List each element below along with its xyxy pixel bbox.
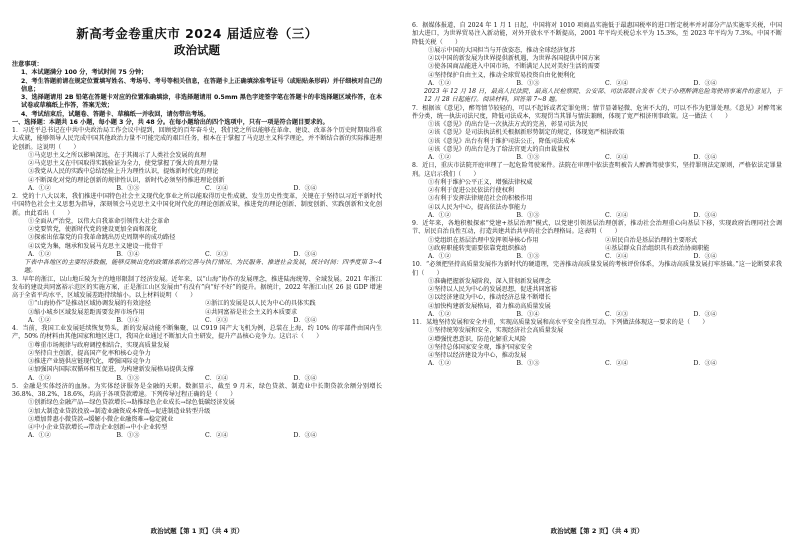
question-6 — [412, 22, 782, 88]
question-stem: 1．习近平总书记在中共中央政治局工作会议中提到，回顾党的百年奋斗史，我们党之所以能够在革命、建设、改革各个历史时期取得重大成就，能够领导人民完成中国其他政治力量不可能完成的艰巨任务，根本在于掌握了马克思主义科学理论，并不断结合新的实际推进理论创新。这说明（ ） — [12, 127, 382, 151]
notice-item: 4、考试结束后，试题卷、答题卡、草稿纸一并收回，请勿带出考场。 — [21, 110, 210, 118]
answer-choices — [412, 154, 782, 162]
question-stem: 2．党的十八大以来，我们推进中国特色社会主义现代化事业之所以能取得历史性成就、发生历史性变革，关键在于坚持以习近平新时代中国特色社会主义思想为指导，深刻领会马克思主义中国化时代化的理论创新成果，推进党的理论创新、制度创新、实践创新和文化创新。由此看出（ ） — [12, 193, 382, 217]
choice-d: D．③④ — [693, 253, 717, 260]
option-row — [412, 237, 782, 245]
notice-heading: 注意事项： — [12, 61, 43, 68]
question-4 — [12, 325, 382, 383]
choice-c: C．②③ — [205, 250, 229, 258]
question-7 — [412, 88, 782, 162]
question-option: ③使各国商品能进入中国市场，不断满足人民对美好生活的需要 — [428, 63, 600, 71]
choice-d: D．③④ — [693, 79, 717, 87]
option-row — [12, 309, 382, 317]
choice-c: C．②④ — [205, 432, 229, 440]
choice-d: D．③④ — [293, 316, 317, 324]
choice-a: A．①② — [28, 184, 51, 192]
choice-b: B．①④ — [116, 316, 140, 324]
option-row — [12, 300, 382, 308]
choice-b: B．①③ — [116, 184, 140, 192]
choice-a: A．①② — [428, 211, 451, 219]
answer-choices — [412, 311, 782, 319]
answer-choices — [12, 432, 382, 440]
question-5 — [12, 383, 382, 441]
question-2 — [12, 193, 382, 259]
question-option: ①准确把握新发展阶段，深入贯彻新发展理念 — [428, 277, 551, 285]
exam-subject: 政治试题 — [174, 43, 220, 57]
choice-a: A．①② — [28, 432, 51, 440]
notice-item: 3、选择题请用 2B 铅笔在答题卡对应的位置准确填涂，非选择题请用 0.5mm 黑色字迹签字笔在答题卡的非选择题区域作答，在本试卷或草稿纸上作答，答案无效； — [21, 94, 382, 110]
question-option: ②增强忧患意识，防范化解重大风险 — [428, 335, 527, 343]
choice-c: C．②④ — [205, 374, 229, 382]
question-option: ①尊重市场规律与政府调控相结合，实现高质量发展 — [28, 341, 170, 349]
question-11 — [412, 319, 782, 369]
question-option: ④加强国内国际双循环相互促进，为构建新发展格局提供支撑 — [28, 366, 194, 374]
choice-c: C．②③ — [605, 310, 629, 318]
choice-c: C．②③ — [205, 316, 229, 324]
choice-b: B．①③ — [516, 79, 540, 87]
choice-b: B．①③ — [116, 432, 140, 440]
question-option: ①有利于维护公平正义，增强法律权威 — [428, 178, 533, 186]
choice-a: A．①② — [28, 250, 51, 258]
question-option: ④坚持保护自由主义，推动全球贸易投资自由化便利化 — [428, 71, 576, 79]
choice-d: D．③④ — [693, 211, 717, 219]
question-option: ③探索出依靠党的自我革命跳出历史周期率的成功路径 — [28, 234, 176, 242]
choice-b: B．①③ — [516, 360, 540, 368]
notice-block — [12, 61, 382, 119]
question-option: ②浙江的发展是以人民为中心的具体实践 — [205, 300, 316, 308]
question-option: ②有利于促进公民依法行使权利 — [428, 187, 514, 194]
choice-d: D．③④ — [693, 310, 717, 318]
question-option: ①党组织在基层治理中发挥领导核心作用 — [428, 236, 539, 244]
answer-choices — [412, 212, 782, 220]
choice-b: B．①③ — [516, 211, 540, 219]
choice-b: B．①④ — [516, 310, 540, 318]
reading-material: 2023 年 12 月 18 日，最高人民法院、最高人民检察院、公安部、司法部联合发布《关于办理醉酒危险驾驶刑事案件的意见》，于 12 月 28 日起施行。阅读材料，回答第 7~8 题。 — [424, 88, 782, 104]
notice-item: 1、本试题满分 100 分，考试时间 75 分钟； — [21, 69, 148, 77]
choice-d: D．③④ — [293, 250, 317, 258]
page-footer-right: 政治试题【第 2 页】（共 4 页） — [550, 527, 644, 535]
reading-material: 下表中各地区的主要经济数据，能够反映出党的政策体系的完善与执行情况、为民服务、推进社会发展，统计时间：四季度第 3~4 题。 — [24, 259, 382, 275]
question-stem: 11．某地坚持发展和安全并重，实现高质量发展和高水平安全良性互动。下列做法体现这一要求的是（ ） — [412, 319, 709, 326]
question-stem: 8．近日，重庆市法院开庭审理了一起危险驾驶案件。法院在审理中依法查明被告人醉酒驾驶事实，坚持罪刑法定原则，严格依法定罪量刑。这启示我们（ ） — [412, 162, 782, 178]
choice-b: B．①③ — [116, 374, 140, 382]
left-column — [12, 22, 382, 441]
question-option: ③缩小城乡区域发展差距需要发挥市场作用 — [28, 308, 145, 316]
answer-choices — [412, 80, 782, 88]
question-option: ②该《意见》是司法执法机关根据新形势制定的规定，体现宽严相济政策 — [428, 129, 625, 137]
choice-c: C．②④ — [605, 154, 629, 161]
answer-choices — [12, 185, 382, 193]
question-option: ④基层群众自治组织具有政治协商职能 — [605, 244, 710, 252]
question-option: ④坚持以经济建设为中心，推动发展 — [428, 352, 527, 359]
question-stem: 3．早年的浙江，以山地丘陵为主的地形限制了经济发展。近年来，以“山海”协作的发展理念，推进陆海统筹、全域发展。2021 年浙江发布的建设共同富裕示范区的实施方案，正是浙江山区发展由“有没有”向“好不好”的提升。据统计，2022 年浙江山区 26 县 GDP 增速高于全省平均水平，区域发展差距持续缩小。以上材料说明（ ） — [12, 275, 382, 299]
question-option: ①全面从严治党，以伟大自我革命引领伟大社会革命 — [28, 217, 170, 225]
question-option: ④该《意见》的出台是为了给法官更大的自由裁量权 — [428, 145, 570, 153]
choice-d: D．③④ — [693, 154, 717, 161]
choice-b: B．①③ — [516, 253, 540, 260]
choice-c: C．②④ — [605, 253, 629, 260]
choice-a: A．①② — [28, 316, 51, 324]
choice-c: C．②④ — [205, 184, 229, 192]
question-option: ①坚持统筹发展和安全，实现经济社会高质量发展 — [428, 327, 564, 335]
question-option: ②坚持以人民为中心的发展思想，促进共同富裕 — [428, 286, 557, 293]
question-8 — [412, 162, 782, 220]
choice-c: C．②④ — [605, 360, 629, 368]
choice-b: B．①④ — [116, 250, 140, 258]
question-option: ③坚持总体国家安全观，维护国家安全 — [428, 343, 533, 351]
option-row — [412, 245, 782, 253]
choice-b: B．①③ — [516, 154, 540, 161]
question-option: ③政府职能转变需要依靠党组织推动 — [428, 244, 527, 252]
answer-choices — [12, 317, 382, 325]
question-option: ②坚持自主创新，提高国产化率和核心竞争力 — [28, 349, 151, 357]
question-option: ④加快构建新发展格局，着力推动高质量发展 — [428, 302, 551, 310]
question-option: ①马克思主义之所以影响深远，在于其揭示了人类社会发展的真理 — [28, 151, 207, 159]
question-stem: 5．金融是实体经济的血脉。为实体经济服务是金融的天职。数据显示，截至 9 月末，绿色贷款、制造业中长期贷款余额分别增长 36.8%、38.2%、18.6%，均高于各项贷款增速。下列传导过程正确的是（ ） — [12, 382, 382, 398]
right-column — [412, 22, 782, 369]
question-option: ③增加普惠小微贷款→缓解小微企业融资难→稳定就业 — [28, 415, 174, 423]
question-option: ③该《意见》出台有利于维护司法公正，降低司法成本 — [428, 137, 576, 145]
choice-a: A．①② — [428, 310, 451, 318]
question-1 — [12, 127, 382, 193]
question-stem: 4．当前，我国工业发展延续恢复势头，新的发展动能不断集聚，以 C919 国产大飞机为例，总装在上海，约 10% 的零部件由国内生产，50% 的材料由其他国家和地区进口，我国企业通过不断加大自主研发，提升产品核心竞争力。这启示（ ） — [12, 325, 382, 341]
question-option: ④以人民为中心，提高依法办事能力 — [428, 203, 527, 211]
question-option: ③推进产业链供应链现代化，增强国际竞争力 — [28, 358, 151, 365]
question-option: ②马克思主义在中国取得实践验证为全力，使党掌握了强大的真理力量 — [28, 160, 219, 167]
page-footer-left: 政治试题【第 1 页】（共 4 页） — [150, 527, 244, 535]
question-option: ④以党为集，继承和发展马克思主义建设一批骨干 — [28, 242, 164, 250]
question-option: ④共同富裕是社会主义的本质要求 — [205, 308, 298, 316]
question-option: ③以经济建设为中心，推动经济总量不断增长 — [428, 294, 551, 302]
choice-a: A．①② — [428, 79, 451, 87]
question-option: ④中小企业贷款增长→带动企业创新→中小企业转型 — [28, 424, 168, 431]
notice-item: 2、考生答题前请在规定位置填写姓名、考场号、考号等相关信息，在答题卡上正确填涂准考证号（或贴贴条形码）并仔细核对自己的信息； — [21, 77, 382, 93]
question-3 — [12, 259, 382, 325]
question-option: ①创新绿色金融产品—绿色贷款增长→助推绿色企业成长→绿色低碳经济发展 — [28, 399, 235, 407]
question-stem: 10．“必须把坚持高质量发展作为新时代的硬道理，完善推动高质量发展的考核评价体系，为推动高质量发展打牢基础。”这一论断要求我们（ ） — [412, 261, 782, 277]
question-option: ①展示中国的大国担当与开放姿态，推动全球经济复苏 — [428, 46, 576, 54]
choice-c: C．②④ — [605, 211, 629, 219]
choice-a: A．①② — [428, 253, 451, 260]
exam-title: 新高考金卷重庆市 2024 届适应卷（三） — [76, 26, 318, 41]
choice-a: A．①② — [428, 154, 451, 161]
question-option: ④不断深化对党的理论创新的规律性认识，新时代必须坚持推进理论创新 — [28, 176, 225, 184]
choice-d: D．③④ — [293, 432, 317, 440]
choice-d: D．③④ — [293, 374, 317, 382]
choice-c: C．②④ — [605, 79, 629, 87]
question-stem: 6．据媒体报道，自 2024 年 1 月 1 日起，中国将对 1010 项商品实施低于最惠国税率的进口暂定税率并对部分产品实施零关税，中国加大进口，为世界贸易注入新动能，对外开放水平不断提高，2001 年平均关税总水平为 15.3%，至 2023 年平均为 7.3%。中国不断降低关税（ ） — [412, 22, 782, 46]
answer-choices — [12, 251, 382, 259]
question-option: ②党要管党，使新时代党的建设更加全面和深化 — [28, 226, 157, 233]
question-option: ①该《意见》的出台是一次执法方式的完善，彰显司法为民 — [428, 121, 588, 128]
choice-a: A．①② — [428, 360, 451, 368]
question-option: ②居民自治是基层治理的主要形式 — [605, 236, 698, 244]
question-option: ③我党从人民的实践中总结经验上升为理性认识，提炼新时代化的理论 — [28, 168, 219, 176]
choice-d: D．③④ — [693, 360, 717, 368]
question-option: ①“山海协作”是推动区域协调发展的有效途径 — [28, 300, 151, 308]
answer-choices — [412, 360, 782, 368]
question-option: ②以中国的新发展为世界提供新机遇，为世界各国提供中国方案 — [428, 55, 600, 62]
choice-d: D．③④ — [293, 184, 317, 192]
section-heading: 一、选择题：本题共 16 小题，每小题 3 分，共 48 分。在每小题给出的四个选项中，只有一项是符合题目要求的。 — [12, 118, 329, 126]
answer-choices — [412, 253, 782, 261]
choice-a: A．①② — [28, 374, 51, 382]
answer-choices — [12, 375, 382, 383]
question-stem: 7．根据该《意见》，醉驾情节较轻的，可以不起诉或者定罪免刑；情节显著轻微、危害不大的，可以不作为犯罪处理。《意见》对醉驾案件分类，统一执法司法尺度，降低司法成本，实现罚当其罪与情法兼顾，体现了宽严相济刑事政策。这一做法（ ） — [412, 104, 782, 120]
question-stem: 9．近年来，各地积极探索“党建+基层治理”模式，以党建引领基层治理创新，推动社会治理重心向基层下移，实现政府治理同社会调节、居民自治良性互动，打造共建共治共享的社会治理格局。这表明（ ） — [412, 220, 782, 236]
question-9 — [412, 220, 782, 261]
question-option: ②加大制造业贷款投放→制造业融资成本降低→促进制造业转型升级 — [28, 407, 211, 415]
question-10 — [412, 261, 782, 319]
question-option: ③有利于发挥法律规范社会的积极作用 — [428, 195, 533, 203]
